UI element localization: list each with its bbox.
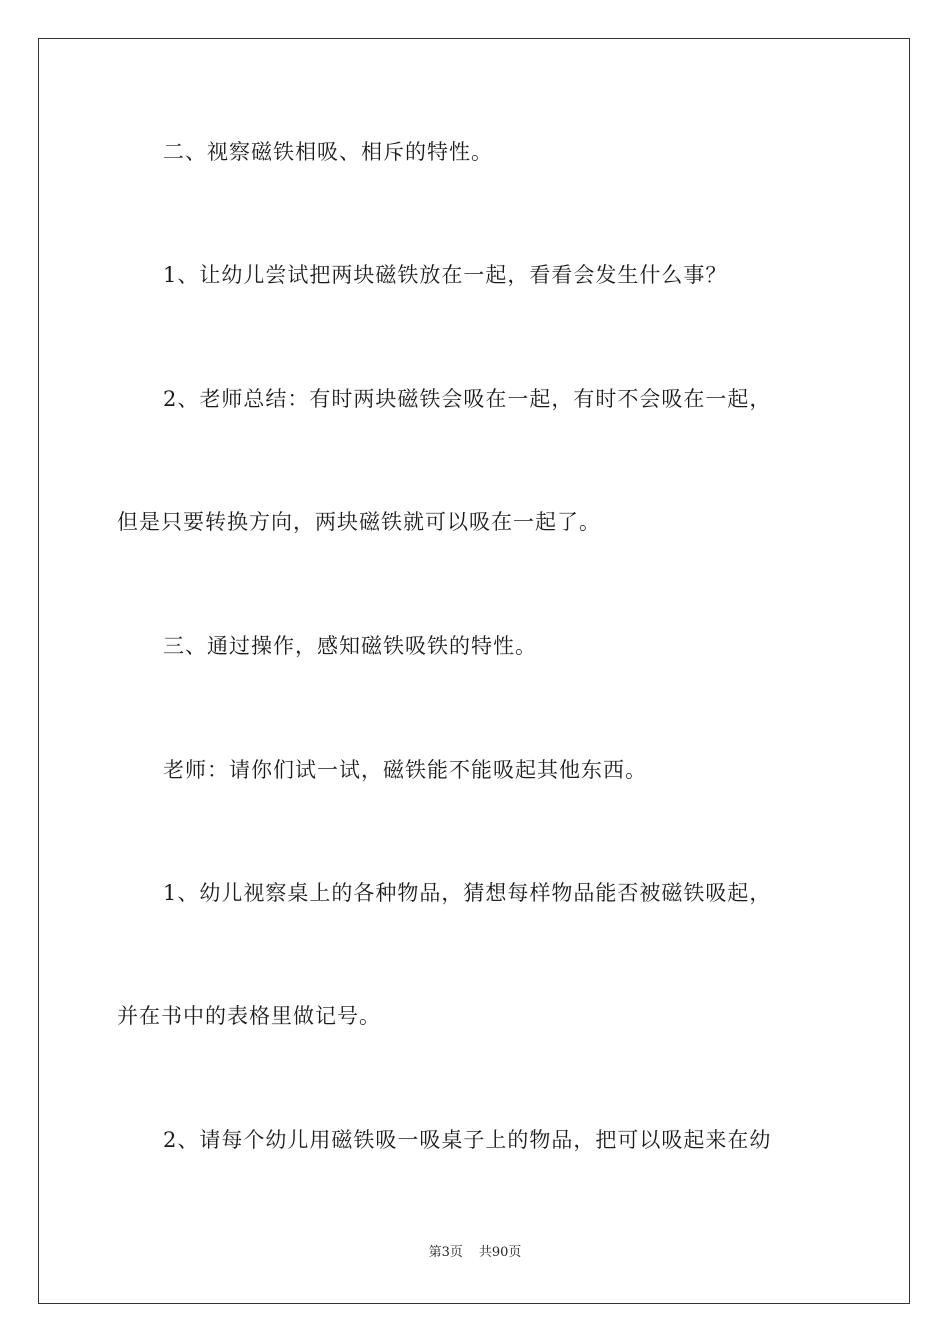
page-total: 共90页 [478, 1245, 522, 1260]
paragraph-line: 老师：请你们试一试，磁铁能不能吸起其他东西。 [163, 758, 647, 782]
paragraph-line: 1、让幼儿尝试把两块磁铁放在一起，看看会发生什么事？ [163, 263, 728, 287]
paragraph-line: 三、通过操作，感知磁铁吸铁的特性。 [163, 634, 537, 658]
paragraph-line: 2、请每个幼儿用磁铁吸一吸桌子上的物品，把可以吸起来在幼 [163, 1128, 772, 1152]
paragraph-line: 2、老师总结：有时两块磁铁会吸在一起，有时不会吸在一起， [163, 387, 772, 411]
paragraph-line: 并在书中的表格里做记号。 [117, 1004, 381, 1028]
page-footer [0, 1244, 950, 1262]
paragraph-line: 但是只要转换方向，两块磁铁就可以吸在一起了。 [117, 510, 601, 534]
page-border [38, 38, 910, 1304]
paragraph-line: 1、幼儿视察桌上的各种物品，猜想每样物品能否被磁铁吸起， [163, 881, 772, 905]
page-number: 第3页 [428, 1245, 463, 1260]
paragraph-line: 二、视察磁铁相吸、相斥的特性。 [163, 140, 493, 164]
